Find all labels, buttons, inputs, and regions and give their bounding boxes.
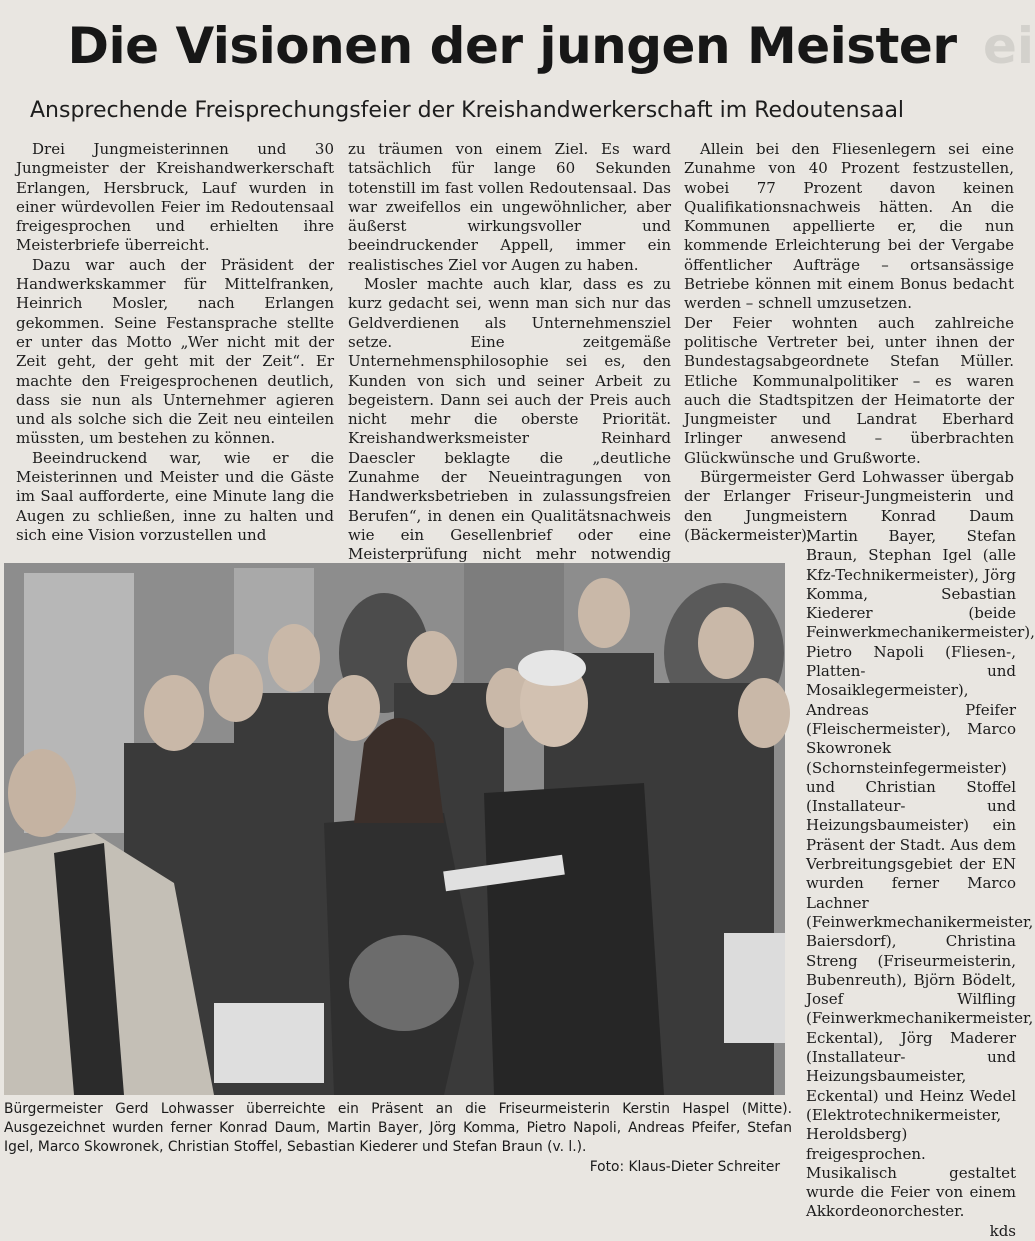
article-column-3-continued — [806, 527, 1035, 1241]
paragraph: Drei Jungmeisterinnen und 30 Jungmeister der Kreishandwerkerschaft Erlangen, Hersbruck, Lauf wurden in einer würdevollen Feier im Redoutensaal freigesprochen und erhielten ihre Meisterbriefe überreicht. — [16, 140, 334, 255]
paragraph: zu träumen von einem Ziel. Es ward tatsächlich für lange 60 Sekunden totenstill im fast vollen Redoutensaal. Das war zweifellos ein ungewöhnlicher, aber äußerst wirkungsvoller und beeindruckender Appell, immer ein realistisches Ziel vor Augen zu haben. — [348, 140, 671, 274]
group-photo — [4, 563, 785, 1095]
article-column-2 — [348, 140, 671, 584]
flower-bouquet — [349, 935, 459, 1031]
headline: Die Visionen der jungen Meister — [67, 17, 957, 75]
paragraph: Dazu war auch der Präsident der Handwerkskammer für Mittelfranken, Heinrich Mosler, nach Erlangen gekommen. Seine Festansprache stellte er unter das Motto „Wer nicht mit der Zeit geht, der geht mit der Zeit“. Er machte den Freigesprochenen deutlich, dass sie nun als Unternehmer agieren und als solche sich die Zeit neu einteilen müssten, um bestehen zu können. — [16, 255, 334, 448]
paragraph: Martin Bayer, Stefan Braun, Stephan Igel (alle Kfz-Technikermeister), Jörg Komma, Sebastian Kiederer (beide Feinwerkmechanikermeister), Pietro Napoli (Fliesen-, Platten- und Mosaiklegermeister), Andreas Pfeifer (Fleischermeister), Marco Skowronek (Schornsteinfegermeister) und Christian Stoffel (Installateur- und Heizungsbaumeister) ein Präsent der Stadt. Aus dem Verbreitungsgebiet der EN wurden ferner Marco Lachner (Feinwerkmechanikermeister, Baiersdorf), Christina Streng (Friseurmeisterin, Bubenreuth), Björn Bödelt, Josef Wilfling (Feinwerkmechanikermeister, Eckental), Jörg Maderer (Installateur- und Heizungsbaumeister, Eckental) und Heinz Wedel (Elektrotechnikermeister, Heroldsberg) freigesprochen. Musikalisch gestaltet wurde die Feier von einem Akkordeonorchester. — [806, 527, 1035, 1221]
photo-credit: Foto: Klaus-Dieter Schreiter — [589, 1158, 780, 1175]
subheadline: Ansprechende Freisprechungsfeier der Kreishandwerkerschaft im Redoutensaal — [30, 98, 905, 123]
article-column-1 — [16, 140, 334, 545]
paragraph: Beeindruckend war, wie er die Meisterinnen und Meister und die Gäste im Saal aufforderte, eine Minute lang die Augen zu schließen, inne zu halten und sich eine Vision vorzustellen und — [16, 448, 334, 544]
caption-text: Bürgermeister Gerd Lohwasser überreichte ein Präsent an die Friseurmeisterin Kerstin Haspel (Mitte). Ausgezeichnet wurden ferner Konrad Daum, Martin Bayer, Jörg Komma, Pietro Napoli, Andreas Pfeifer, Stefan Igel, Marco Skowronek, Christian Stoffel, Sebastian Kiederer und Stefan Braun (v. l.). — [4, 1101, 792, 1156]
group-photo-illustration — [4, 563, 785, 1095]
paragraph: Allein bei den Fliesenlegern sei eine Zunahme von 40 Prozent festzustellen, wobei 77 Prozent davon keinen Qualifikationsnachweis hätten. An die Kommunen appellierte er, die nun kommende Erleichterung bei der Vergabe öffentlicher Aufträge – ortsansässige Betriebe können mit einem Bonus bedacht werden – schnell umzusetzen. — [684, 140, 1014, 313]
paragraph: Der Feier wohnten auch zahlreiche politische Vertreter bei, unter ihnen der Bundestagsabgeordnete Stefan Müller. Etliche Kommunalpolitiker – es waren auch die Stadtspitzen der Heimatorte der Jungmeister und Landrat Eberhard Irlinger anwesend – überbrachten Glückwünsche und Grußworte. — [684, 313, 1014, 467]
paragraph: Mosler machte auch klar, dass es zu kurz gedacht sei, wenn man sich nur das Geldverdienen als Unternehmensziel setze. Eine zeitgemäße Unternehmensphilosophie sei es, den Kunden von sich und seiner Arbeit zu begeistern. Dann sei auch der Preis auch nicht mehr die oberste Priorität. Kreishandwerksmeister Reinhard Daescler beklagte die „deutliche Zunahme der Neueintragungen von Handwerksbetrieben in zulassungsfreien Berufen“, in denen ein Qualitätsnachweis wie ein Gesellenbrief oder eine Meisterprüfung nicht mehr notwendig — [348, 275, 671, 564]
author-initials: kds — [989, 1221, 1016, 1240]
paragraph: Bürgermeister Gerd Lohwasser übergab der Erlanger Friseur-Jungmeisterin und den Jungmeistern Konrad Daum (Bäckermeister), — [684, 468, 1014, 544]
photo-caption — [4, 1100, 792, 1177]
adjacent-article-fragment: ei — [982, 17, 1034, 75]
article-column-3 — [684, 140, 1014, 545]
